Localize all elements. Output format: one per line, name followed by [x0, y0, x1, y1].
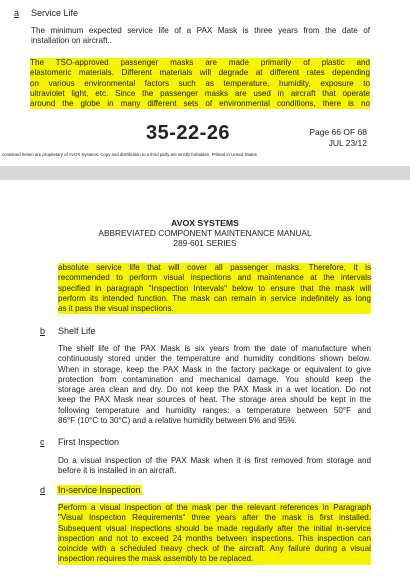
text-line: continuously stored under the temperature and humidity conditions shown below. [58, 354, 371, 364]
service-life-continuation-highlighted [58, 263, 371, 314]
text-line: The TSO-approved passenger masks are made primarily of plastic and [30, 58, 370, 67]
text-line: storage area clean and dry. Do not keep the PAX Mask in a wet location. Do not [58, 385, 371, 395]
shelf-life-paragraph [58, 344, 371, 426]
header-company: AVOX SYSTEMS [171, 218, 239, 228]
text-line: coincide with a scheduled heavy check of the aircraft. Any failure during a visual [58, 544, 371, 554]
text-line: Do a visual inspection of the PAX Mask when it is first removed from storage and [58, 456, 371, 465]
text-line: specified in paragraph "Inspection Intervals" below to ensure that the mask will [58, 283, 371, 293]
section-title-first-inspection: First Inspection [58, 437, 120, 447]
text-line: inspection requires the mask assembly to be replaced. [58, 554, 254, 564]
text-line: keep the PAX Mask near sources of heat. The storage area should be kept in the [58, 395, 371, 405]
text-line: on various environmental factors such as temperature, humidity, exposure to [30, 78, 370, 88]
header-manual-title: ABBREVIATED COMPONENT MAINTENANCE MANUAL [98, 228, 312, 238]
text-line: recommended to perform visual inspections and maintenance at the intervals [58, 273, 371, 283]
text-line: Perform a visual inspection of the mask per the relevant references in Paragraph [58, 503, 371, 512]
text-line: The minimum expected service life of a PAX Mask is three years from the date of [31, 26, 370, 35]
page-of-count: Page 66 OF 68 [309, 127, 367, 137]
section-letter-b: b [40, 326, 46, 336]
section-letter-c: c [40, 437, 45, 447]
manual-page-67 [0, 180, 410, 576]
service-life-paragraph-1 [31, 26, 370, 47]
header-series: 289-601 SERIES [173, 238, 237, 248]
page-number: 35-22-26 [146, 122, 231, 144]
in-service-paragraph-highlighted [58, 503, 371, 565]
text-line: before it is installed in an aircraft. [58, 466, 177, 476]
text-line: inspection and not to exceed 24 months between inspections. This inspection can [58, 533, 371, 543]
text-line: installation on aircraft.. [31, 36, 112, 46]
text-line: ultraviolet light, etc. Since the passenger masks are used in aircraft that operate [30, 88, 370, 98]
text-line: Subsequent visual inspections should be made regularly after the initial in-service [58, 523, 371, 533]
section-title-service-life: Service Life [31, 8, 79, 18]
text-line: around the globe in many different sets of environmental conditions, there is no [30, 99, 370, 109]
text-line: The shelf life of the PAX Mask is six years from the date of manufacture when [58, 344, 371, 353]
section-letter-a: a [14, 8, 20, 18]
first-inspection-paragraph [58, 456, 371, 477]
section-title-in-service-inspection: In-service Inspection [58, 485, 141, 495]
text-line: elastomeric materials. Different materials will degrade at different rates depending [30, 68, 370, 78]
text-line: absolute service life that will cover all passenger masks. Therefore, it is [58, 263, 371, 272]
revision-date: JUL 23/12 [328, 138, 367, 148]
section-title-shelf-life: Shelf Life [58, 326, 96, 336]
text-line: as it pass the visual inspections. [58, 304, 174, 314]
text-line: protection from contamination and mechanical damage. You should keep the [58, 374, 371, 384]
service-life-paragraph-2-highlighted [30, 58, 370, 109]
text-line: 86°F (10°C to 30°C) and a relative humidity between 5% and 95%. [58, 416, 297, 426]
text-line: When in storage, keep the PAX Mask in the factory package or equivalent to give [58, 364, 371, 374]
text-line: following temperature and humidity ranges: a temperature between 50°F and [58, 405, 371, 415]
manual-page-66 [0, 0, 410, 166]
proprietary-footer: contained herein are proprietary of AVOX Systems. Copy and distribution to a third party are strictly forbidden. Printed in United States [2, 152, 257, 157]
section-letter-d: d [40, 485, 46, 495]
text-line: perform its intended function. The mask can remain in service indefinitely as long [58, 293, 371, 303]
text-line: "Visual Inspection Requirements" three years after the mask is first installed. [58, 513, 371, 523]
